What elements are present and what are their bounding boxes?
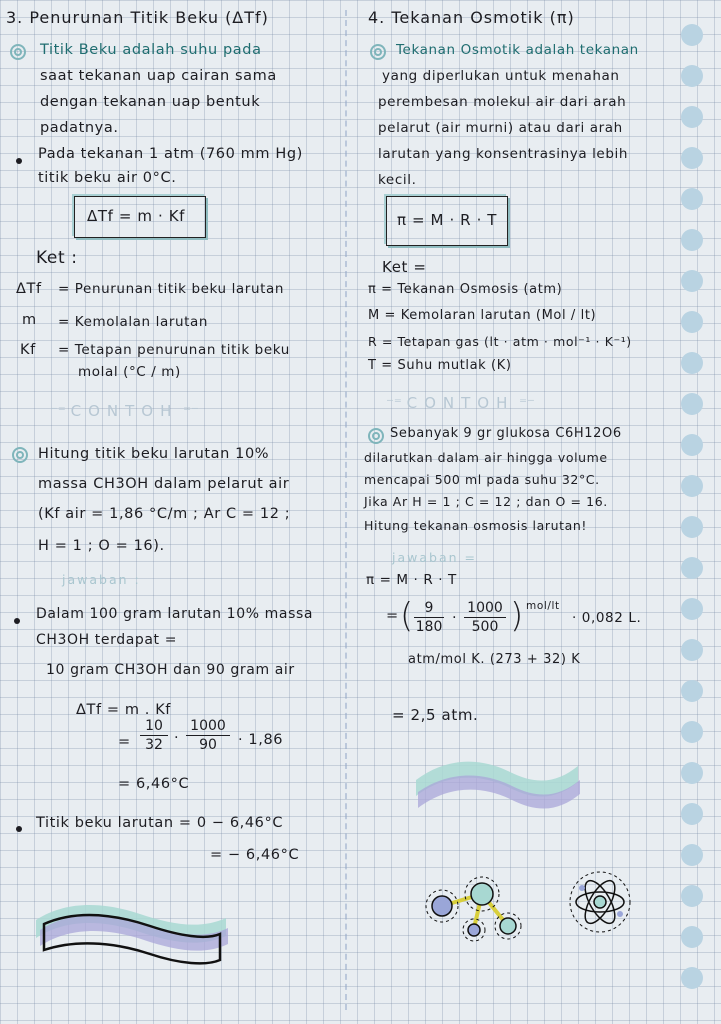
formula: ΔTf = m · Kf bbox=[87, 207, 186, 225]
example-line: Hitung tekanan osmosis larutan! bbox=[364, 518, 588, 533]
calc-tail: · 0,082 L. bbox=[572, 610, 642, 626]
fraction-denominator: 180 bbox=[415, 619, 443, 635]
jawaban-label: jawaban = bbox=[392, 550, 477, 565]
calc-line: atm/mol K. (273 + 32) K bbox=[408, 652, 581, 667]
fraction-numerator: 10 bbox=[145, 718, 163, 734]
fraction-denominator: 500 bbox=[471, 619, 499, 635]
fraction-bar bbox=[186, 735, 230, 736]
left-definition-line: Titik Beku adalah suhu pada bbox=[40, 42, 262, 58]
left-definition-line: saat tekanan uap cairan sama bbox=[40, 68, 277, 84]
wave-ribbon-decoration bbox=[412, 752, 582, 822]
fraction bbox=[186, 718, 230, 753]
example-line: mencapai 500 ml pada suhu 32°C. bbox=[364, 472, 600, 487]
ket-line: R = Tetapan gas (lt · atm · mol⁻¹ · K⁻¹) bbox=[368, 334, 632, 349]
example-line: Hitung titik beku larutan 10% bbox=[38, 446, 270, 462]
left-note-line: Pada tekanan 1 atm (760 mm Hg) bbox=[38, 146, 303, 162]
ket-title: Ket = bbox=[382, 258, 427, 276]
ket-text: = Kemolalan larutan bbox=[58, 314, 209, 330]
binder-hole bbox=[681, 680, 703, 702]
left-definition-line: padatnya. bbox=[40, 120, 119, 136]
answer-line: 10 gram CH3OH dan 90 gram air bbox=[46, 662, 295, 678]
binder-hole bbox=[681, 270, 703, 292]
right-heading: 4. Tekanan Osmotik (π) bbox=[368, 8, 575, 27]
binder-hole bbox=[681, 24, 703, 46]
jawaban-label: jawaban : bbox=[62, 572, 141, 587]
molecule-icon bbox=[422, 868, 532, 948]
left-definition-line: dengan tekanan uap bentuk bbox=[40, 94, 261, 110]
binder-hole bbox=[681, 188, 703, 210]
result-line: Titik beku larutan = 0 − 6,46°C bbox=[36, 815, 284, 831]
right-definition-line: kecil. bbox=[378, 172, 417, 188]
contoh-text: CONTOH bbox=[70, 402, 179, 420]
contoh-text: CONTOH bbox=[406, 394, 515, 412]
binder-hole bbox=[681, 147, 703, 169]
calc-equals: = bbox=[386, 608, 399, 624]
spiral-icon bbox=[8, 42, 28, 62]
binder-hole bbox=[681, 311, 703, 333]
binder-hole bbox=[681, 434, 703, 456]
binder-hole bbox=[681, 106, 703, 128]
bullet bbox=[16, 158, 22, 164]
right-definition-line: perembesan molekul air dari arah bbox=[378, 94, 627, 110]
example-line: H = 1 ; O = 16). bbox=[38, 538, 165, 554]
calc-line: ΔTf = m . Kf bbox=[76, 702, 172, 718]
example-line: Jika Ar H = 1 ; C = 12 ; dan O = 16. bbox=[364, 494, 608, 509]
binder-hole bbox=[681, 844, 703, 866]
right-definition-line: larutan yang konsentrasinya lebih bbox=[378, 146, 629, 162]
fraction-numerator: 1000 bbox=[467, 600, 503, 616]
example-line: massa CH3OH dalam pelarut air bbox=[38, 476, 290, 492]
spiral-icon bbox=[366, 426, 386, 446]
calc-result: = 2,5 atm. bbox=[392, 706, 479, 724]
binder-hole bbox=[681, 803, 703, 825]
fraction-denominator: 32 bbox=[145, 737, 163, 753]
formula-box bbox=[386, 196, 508, 246]
fraction bbox=[464, 600, 506, 635]
ket-text: = Penurunan titik beku larutan bbox=[58, 281, 285, 297]
binder-hole bbox=[681, 229, 703, 251]
paren-open: ( bbox=[400, 596, 414, 636]
ket-text: molal (°C / m) bbox=[78, 364, 181, 380]
binder-hole bbox=[681, 762, 703, 784]
ket-title: Ket : bbox=[36, 248, 78, 268]
calc-tail: · 1,86 bbox=[238, 732, 284, 748]
left-note-line: titik beku air 0°C. bbox=[38, 170, 177, 186]
fraction bbox=[140, 718, 168, 753]
result-line: = − 6,46°C bbox=[210, 847, 300, 863]
formula: π = M · R · T bbox=[397, 211, 498, 229]
binder-hole bbox=[681, 65, 703, 87]
ket-line: T = Suhu mutlak (K) bbox=[368, 358, 512, 373]
fraction-bar bbox=[464, 617, 506, 618]
contoh-label: ⁻⁼ CONTOH ⁼⁻ bbox=[386, 394, 535, 412]
binder-hole bbox=[681, 967, 703, 989]
fraction-bar bbox=[140, 735, 168, 736]
binder-hole bbox=[681, 516, 703, 538]
example-line: dilarutkan dalam air hingga volume bbox=[364, 450, 608, 465]
binder-hole bbox=[681, 352, 703, 374]
ket-line: M = Kemolaran larutan (Mol / lt) bbox=[368, 308, 597, 323]
ket-symbol: m bbox=[22, 312, 37, 328]
calc-line: = 6,46°C bbox=[118, 776, 190, 792]
binder-hole bbox=[681, 557, 703, 579]
binder-hole bbox=[681, 885, 703, 907]
binder-hole bbox=[681, 598, 703, 620]
column-divider bbox=[345, 10, 347, 1010]
binder-hole bbox=[681, 393, 703, 415]
ket-text: = Tetapan penurunan titik beku bbox=[58, 342, 290, 358]
fraction-numerator: 1000 bbox=[190, 718, 226, 734]
paren-close: ) bbox=[510, 596, 524, 636]
fraction bbox=[414, 600, 444, 635]
wave-ribbon-decoration bbox=[30, 890, 230, 980]
bullet bbox=[14, 618, 20, 624]
right-definition-line: pelarut (air murni) atau dari arah bbox=[378, 120, 623, 136]
ket-line: π = Tekanan Osmosis (atm) bbox=[368, 282, 563, 297]
right-definition-line: Tekanan Osmotik adalah tekanan bbox=[396, 42, 639, 58]
atom-icon bbox=[560, 864, 640, 944]
ket-symbol: Kf bbox=[20, 342, 36, 358]
fraction-denominator: 90 bbox=[199, 737, 217, 753]
right-definition-line: yang diperlukan untuk menahan bbox=[382, 68, 620, 84]
contoh-label: ⁻⁼ CONTOH ⁼⁻ bbox=[50, 402, 199, 420]
binder-hole bbox=[681, 926, 703, 948]
bullet bbox=[16, 826, 22, 832]
dot-operator: · bbox=[174, 730, 180, 746]
binder-hole bbox=[681, 475, 703, 497]
ket-symbol: ΔTf bbox=[16, 281, 42, 297]
fraction-numerator: 9 bbox=[424, 600, 434, 616]
formula-box bbox=[74, 196, 206, 238]
answer-line: Dalam 100 gram larutan 10% massa bbox=[36, 606, 314, 622]
calc-equals: = bbox=[118, 734, 131, 750]
dot-operator: · bbox=[452, 610, 458, 626]
binder-hole bbox=[681, 721, 703, 743]
binder-hole bbox=[681, 639, 703, 661]
example-line: Sebanyak 9 gr glukosa C6H12O6 bbox=[390, 426, 622, 441]
spiral-icon bbox=[368, 42, 388, 62]
fraction-bar bbox=[414, 617, 444, 618]
spiral-icon bbox=[10, 445, 30, 465]
left-heading: 3. Penurunan Titik Beku (ΔTf) bbox=[6, 8, 269, 27]
unit-superscript: mol/lt bbox=[526, 600, 560, 612]
answer-line: CH3OH terdapat = bbox=[36, 632, 178, 648]
calc-line: π = M · R · T bbox=[366, 572, 457, 588]
example-line: (Kf air = 1,86 °C/m ; Ar C = 12 ; bbox=[38, 506, 291, 522]
